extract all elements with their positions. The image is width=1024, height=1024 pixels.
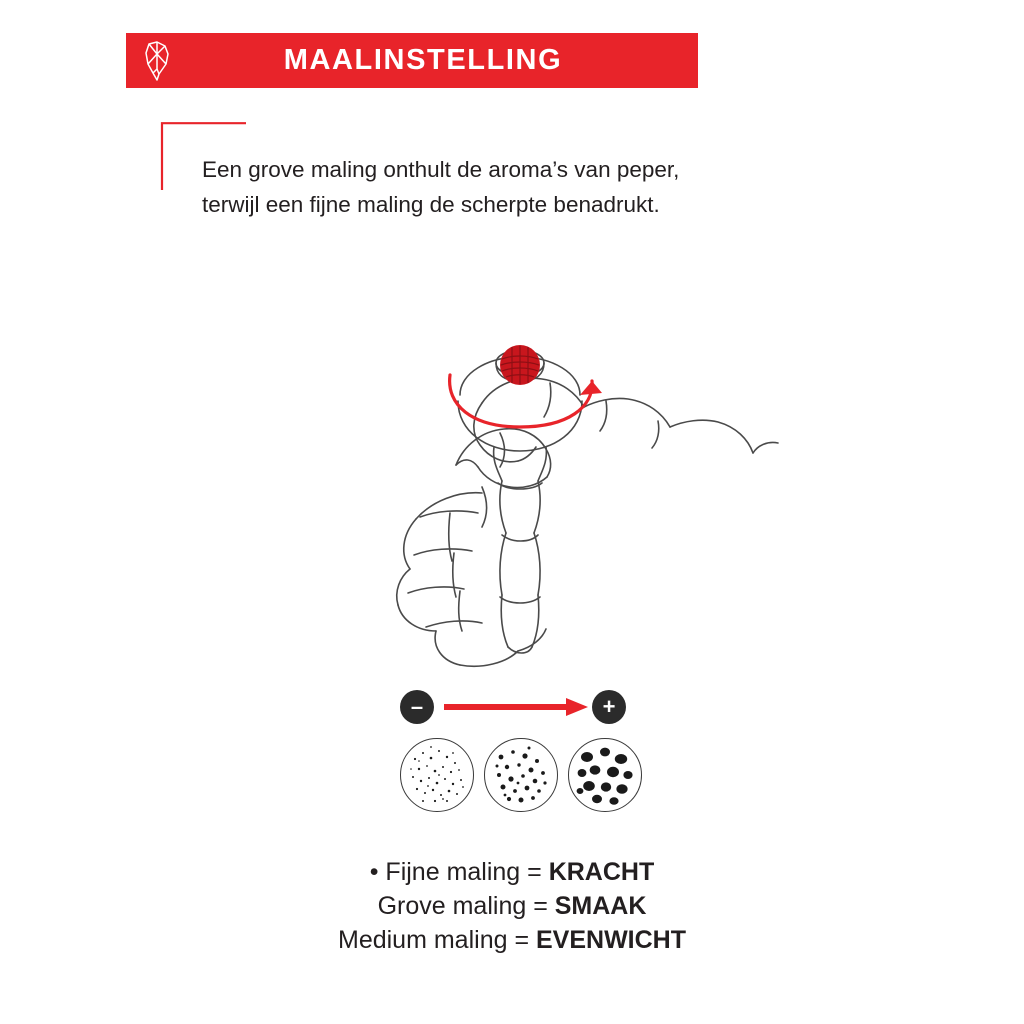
intro-line-1: Een grove maling onthult de aroma’s van peper, [202, 157, 680, 182]
legend-strong-medium: EVENWICHT [536, 926, 686, 954]
legend-prefix-fine: • Fijne maling = [369, 858, 549, 886]
grind-scale [400, 690, 640, 820]
legend-line-medium [0, 923, 1024, 957]
intro-text [202, 152, 842, 222]
legend-strong-fine: KRACHT [548, 858, 655, 886]
intro-line-2: terwijl een fijne maling de scherpte benadrukt. [202, 192, 660, 217]
page-title: MAALINSTELLING [283, 44, 563, 76]
legend-line-coarse [0, 889, 1024, 923]
header-banner [126, 33, 698, 88]
scale-arrow-icon [444, 698, 588, 716]
legend-line-fine [0, 855, 1024, 889]
legend [0, 855, 1024, 957]
lion-head-logo-icon [126, 33, 188, 88]
legend-strong-coarse: SMAAK [554, 892, 647, 920]
legend-prefix-medium: Medium maling = [338, 926, 536, 954]
grind-scale-controls [400, 690, 640, 736]
hand-adjusting-pepper-mill-knob-illustration [250, 255, 790, 675]
legend-prefix-coarse: Grove maling = [377, 892, 555, 920]
coarse-grind-sample [568, 738, 642, 812]
minus-badge-icon: – [400, 690, 434, 724]
plus-badge-icon: + [592, 690, 626, 724]
medium-grind-sample [484, 738, 558, 812]
grind-samples [400, 738, 640, 816]
fine-grind-sample [400, 738, 474, 812]
